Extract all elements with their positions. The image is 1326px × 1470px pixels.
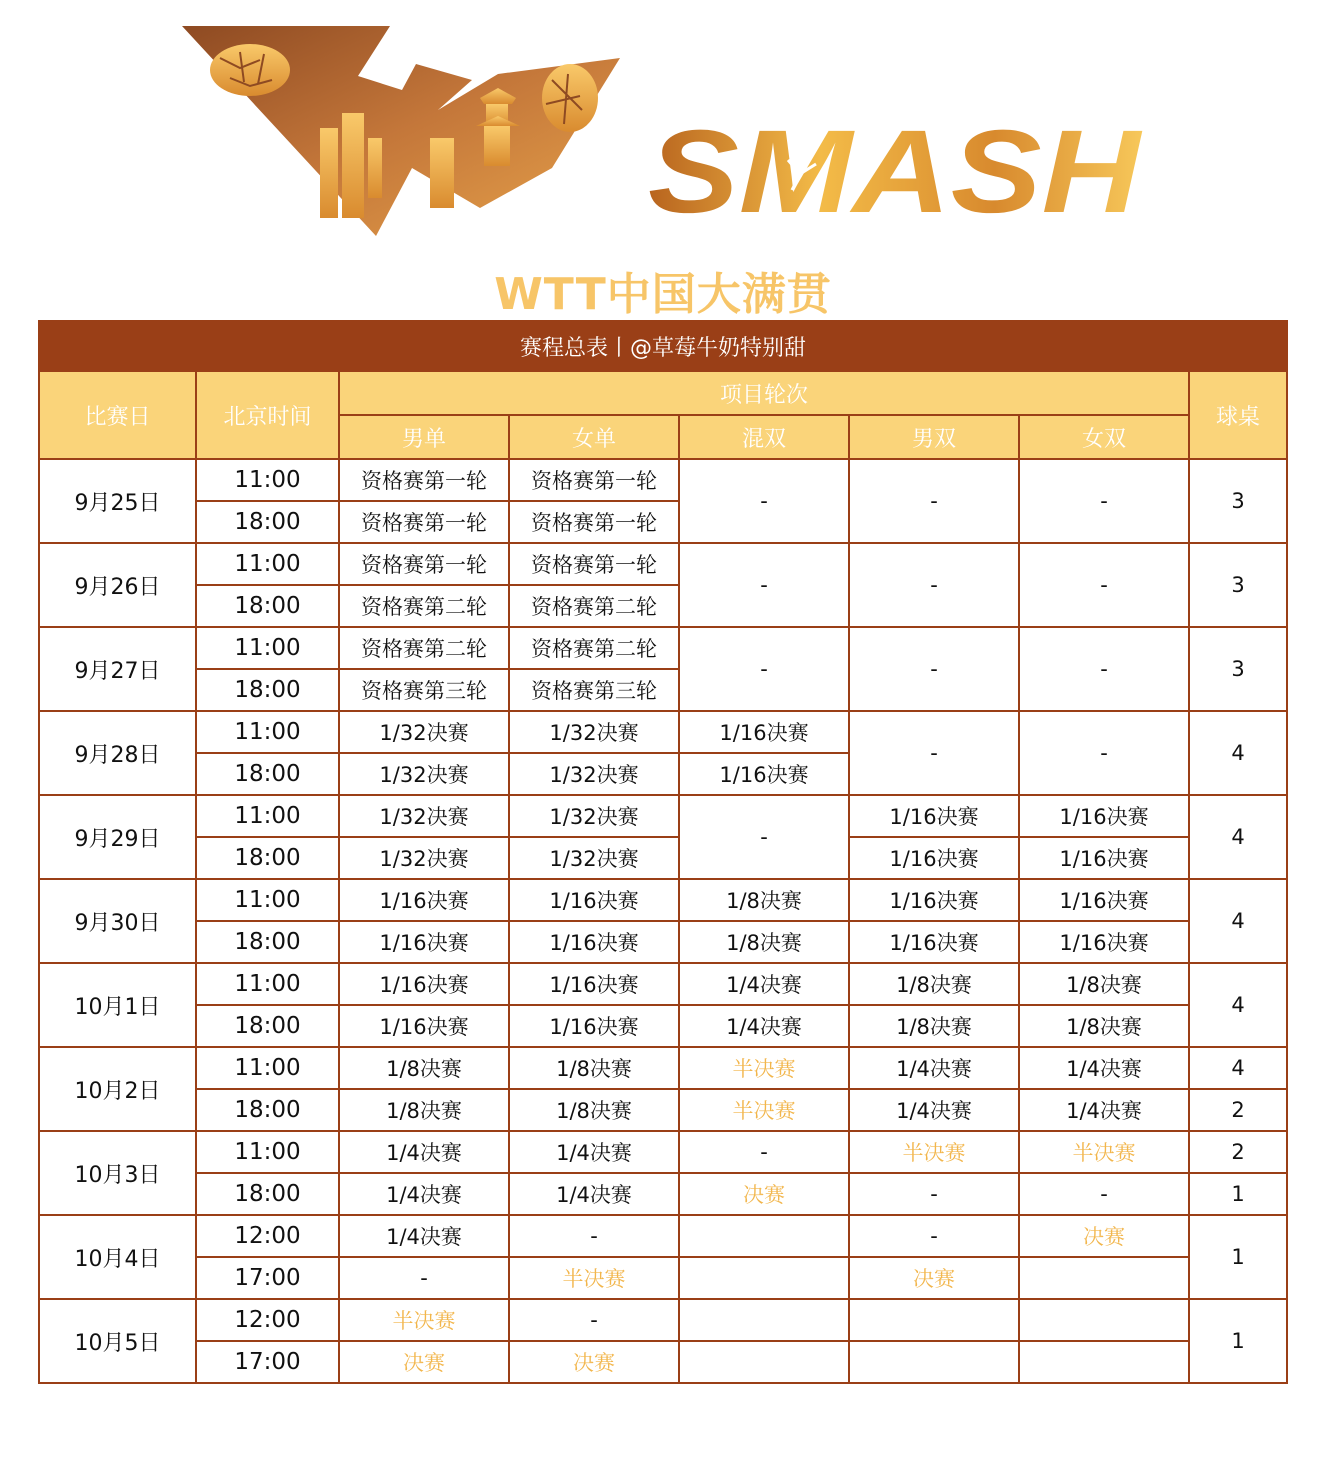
cell-mens-singles: 1/8决赛	[339, 1047, 509, 1089]
smash-text: SMASH	[648, 112, 1144, 222]
cell-mens-singles: 1/32决赛	[339, 753, 509, 795]
cell-mens-singles: 1/16决赛	[339, 1005, 509, 1047]
cell-mens-singles: 1/32决赛	[339, 711, 509, 753]
table-row	[39, 1173, 1287, 1215]
match-time: 18:00	[196, 1173, 339, 1215]
cell-mixed-doubles: 决赛	[679, 1173, 849, 1215]
cell-mens-doubles: 1/8决赛	[849, 963, 1019, 1005]
cell-mixed-doubles: 1/8决赛	[679, 921, 849, 963]
cell-womens-doubles: 1/16决赛	[1019, 879, 1189, 921]
match-date: 9月28日	[39, 711, 196, 795]
match-date: 9月26日	[39, 543, 196, 627]
table-row	[39, 1341, 1287, 1383]
table-row	[39, 1257, 1287, 1299]
cell-mixed-doubles: 半决赛	[679, 1047, 849, 1089]
cell-mens-doubles: 1/16决赛	[849, 879, 1019, 921]
schedule-table	[38, 320, 1288, 1384]
cell-womens-singles: 1/32决赛	[509, 795, 679, 837]
table-count: 3	[1189, 627, 1287, 711]
cell-womens-doubles: -	[1019, 711, 1189, 795]
table-row	[39, 1005, 1287, 1047]
match-date: 10月5日	[39, 1299, 196, 1383]
match-time: 11:00	[196, 963, 339, 1005]
match-date: 10月4日	[39, 1215, 196, 1299]
table-count: 4	[1189, 795, 1287, 879]
cell-mens-singles: 1/4决赛	[339, 1173, 509, 1215]
cell-womens-singles: -	[509, 1215, 679, 1257]
cell-womens-doubles: 1/4决赛	[1019, 1047, 1189, 1089]
cell-womens-doubles	[1019, 1341, 1189, 1383]
cell-mixed-doubles: 半决赛	[679, 1089, 849, 1131]
cell-womens-singles: -	[509, 1299, 679, 1341]
cell-mens-doubles: 1/16决赛	[849, 837, 1019, 879]
cell-mens-doubles: -	[849, 627, 1019, 711]
cell-womens-doubles	[1019, 1257, 1189, 1299]
cell-womens-doubles: -	[1019, 543, 1189, 627]
header-womens-singles: 女单	[509, 415, 679, 459]
cell-mixed-doubles: 1/4决赛	[679, 963, 849, 1005]
cell-mixed-doubles	[679, 1341, 849, 1383]
header-womens-doubles: 女双	[1019, 415, 1189, 459]
cell-womens-doubles: 1/8决赛	[1019, 963, 1189, 1005]
cell-womens-singles: 1/32决赛	[509, 837, 679, 879]
match-time: 18:00	[196, 921, 339, 963]
cell-mens-singles: -	[339, 1257, 509, 1299]
cell-mens-doubles: 1/4决赛	[849, 1089, 1019, 1131]
cell-womens-singles: 1/16决赛	[509, 879, 679, 921]
table-count: 4	[1189, 1047, 1287, 1089]
cell-womens-singles: 1/16决赛	[509, 1005, 679, 1047]
cell-womens-doubles: 1/16决赛	[1019, 921, 1189, 963]
table-count: 1	[1189, 1215, 1287, 1299]
cell-womens-singles: 1/8决赛	[509, 1047, 679, 1089]
cell-mens-singles: 1/16决赛	[339, 879, 509, 921]
cell-womens-doubles	[1019, 1299, 1189, 1341]
match-time: 18:00	[196, 837, 339, 879]
cell-mixed-doubles	[679, 1299, 849, 1341]
table-row	[39, 1089, 1287, 1131]
match-time: 18:00	[196, 585, 339, 627]
cell-mens-singles: 资格赛第二轮	[339, 585, 509, 627]
match-time: 18:00	[196, 669, 339, 711]
match-time: 17:00	[196, 1341, 339, 1383]
cell-mixed-doubles: -	[679, 1131, 849, 1173]
table-count: 4	[1189, 963, 1287, 1047]
header-mens-singles: 男单	[339, 415, 509, 459]
page-title: WTT中国大满贯	[494, 269, 832, 320]
table-count: 3	[1189, 459, 1287, 543]
cell-mens-doubles: 1/16决赛	[849, 795, 1019, 837]
cell-mens-doubles: -	[849, 1173, 1019, 1215]
match-date: 9月27日	[39, 627, 196, 711]
cell-mens-doubles: -	[849, 711, 1019, 795]
cell-mens-doubles: 1/8决赛	[849, 1005, 1019, 1047]
cell-womens-doubles: 决赛	[1019, 1215, 1189, 1257]
cell-mens-doubles: 1/16决赛	[849, 921, 1019, 963]
cell-womens-doubles: -	[1019, 459, 1189, 543]
cell-mens-singles: 1/4决赛	[339, 1131, 509, 1173]
header-tables: 球桌	[1189, 371, 1287, 459]
match-date: 9月29日	[39, 795, 196, 879]
cell-womens-singles: 1/32决赛	[509, 711, 679, 753]
cell-mixed-doubles: 1/16决赛	[679, 753, 849, 795]
cell-womens-singles: 资格赛第二轮	[509, 585, 679, 627]
match-time: 11:00	[196, 459, 339, 501]
header-time: 北京时间	[196, 371, 339, 459]
cell-mens-doubles: -	[849, 459, 1019, 543]
cell-womens-singles: 资格赛第二轮	[509, 627, 679, 669]
cell-mixed-doubles	[679, 1257, 849, 1299]
cell-womens-singles: 1/16决赛	[509, 963, 679, 1005]
cell-womens-singles: 1/4决赛	[509, 1173, 679, 1215]
header-events-group: 项目轮次	[339, 371, 1189, 415]
schedule-banner: 赛程总表丨@草莓牛奶特别甜	[39, 321, 1287, 371]
match-date: 10月3日	[39, 1131, 196, 1215]
match-time: 11:00	[196, 543, 339, 585]
table-row	[39, 879, 1287, 921]
cell-mixed-doubles	[679, 1215, 849, 1257]
match-time: 12:00	[196, 1215, 339, 1257]
cell-mens-doubles	[849, 1341, 1019, 1383]
cell-mixed-doubles: 1/8决赛	[679, 879, 849, 921]
cell-mens-singles: 资格赛第一轮	[339, 501, 509, 543]
cell-womens-singles: 1/8决赛	[509, 1089, 679, 1131]
match-date: 10月2日	[39, 1047, 196, 1131]
table-count: 4	[1189, 711, 1287, 795]
cell-mixed-doubles: -	[679, 627, 849, 711]
cell-womens-singles: 1/16决赛	[509, 921, 679, 963]
cell-mens-doubles: 半决赛	[849, 1131, 1019, 1173]
match-date: 9月30日	[39, 879, 196, 963]
table-row	[39, 627, 1287, 669]
cell-womens-doubles: 1/8决赛	[1019, 1005, 1189, 1047]
cell-mens-doubles: 1/4决赛	[849, 1047, 1019, 1089]
cell-mens-singles: 1/32决赛	[339, 795, 509, 837]
cell-mens-singles: 决赛	[339, 1341, 509, 1383]
table-row	[39, 963, 1287, 1005]
cell-mens-singles: 资格赛第二轮	[339, 627, 509, 669]
match-date: 10月1日	[39, 963, 196, 1047]
table-row	[39, 1047, 1287, 1089]
match-time: 17:00	[196, 1257, 339, 1299]
cell-womens-doubles: 1/16决赛	[1019, 837, 1189, 879]
cell-mens-singles: 资格赛第一轮	[339, 543, 509, 585]
cell-womens-singles: 资格赛第三轮	[509, 669, 679, 711]
cell-mens-singles: 1/8决赛	[339, 1089, 509, 1131]
cell-mixed-doubles: -	[679, 795, 849, 879]
table-row	[39, 1131, 1287, 1173]
table-row	[39, 459, 1287, 501]
cell-womens-singles: 1/4决赛	[509, 1131, 679, 1173]
cell-mixed-doubles: 1/16决赛	[679, 711, 849, 753]
match-time: 11:00	[196, 1131, 339, 1173]
match-time: 18:00	[196, 1089, 339, 1131]
cell-womens-singles: 决赛	[509, 1341, 679, 1383]
table-row	[39, 543, 1287, 585]
cell-womens-singles: 资格赛第一轮	[509, 501, 679, 543]
table-row	[39, 795, 1287, 837]
cell-mixed-doubles: -	[679, 459, 849, 543]
table-count: 1	[1189, 1299, 1287, 1383]
header-date: 比赛日	[39, 371, 196, 459]
table-row	[39, 1299, 1287, 1341]
cell-mens-singles: 1/16决赛	[339, 921, 509, 963]
cell-womens-singles: 资格赛第一轮	[509, 543, 679, 585]
match-time: 11:00	[196, 1047, 339, 1089]
table-row	[39, 1215, 1287, 1257]
match-time: 18:00	[196, 1005, 339, 1047]
table-row	[39, 921, 1287, 963]
cell-womens-singles: 资格赛第一轮	[509, 459, 679, 501]
match-time: 11:00	[196, 879, 339, 921]
cell-mixed-doubles: 1/4决赛	[679, 1005, 849, 1047]
cell-mens-doubles: -	[849, 543, 1019, 627]
cell-womens-doubles: 半决赛	[1019, 1131, 1189, 1173]
table-row	[39, 837, 1287, 879]
table-row	[39, 711, 1287, 753]
cell-womens-singles: 1/32决赛	[509, 753, 679, 795]
cell-womens-doubles: -	[1019, 627, 1189, 711]
match-date: 9月25日	[39, 459, 196, 543]
match-time: 11:00	[196, 627, 339, 669]
wtt-smash-logo	[0, 0, 1326, 250]
cell-mens-doubles: -	[849, 1215, 1019, 1257]
cell-mens-singles: 资格赛第三轮	[339, 669, 509, 711]
smash-wordmark	[648, 112, 1148, 222]
match-time: 11:00	[196, 711, 339, 753]
match-time: 18:00	[196, 753, 339, 795]
table-count: 1	[1189, 1173, 1287, 1215]
cell-womens-doubles: -	[1019, 1173, 1189, 1215]
cell-mens-doubles	[849, 1299, 1019, 1341]
cell-womens-doubles: 1/16决赛	[1019, 795, 1189, 837]
table-count: 2	[1189, 1131, 1287, 1173]
cell-mens-singles: 半决赛	[339, 1299, 509, 1341]
match-time: 12:00	[196, 1299, 339, 1341]
cell-womens-singles: 半决赛	[509, 1257, 679, 1299]
cell-mens-singles: 资格赛第一轮	[339, 459, 509, 501]
header-mens-doubles: 男双	[849, 415, 1019, 459]
cell-mens-doubles: 决赛	[849, 1257, 1019, 1299]
table-count: 3	[1189, 543, 1287, 627]
cell-womens-doubles: 1/4决赛	[1019, 1089, 1189, 1131]
wtt-emblem-icon	[180, 18, 640, 258]
cell-mixed-doubles: -	[679, 543, 849, 627]
header-mixed-doubles: 混双	[679, 415, 849, 459]
cell-mens-singles: 1/16决赛	[339, 963, 509, 1005]
match-time: 18:00	[196, 501, 339, 543]
cell-mens-singles: 1/4决赛	[339, 1215, 509, 1257]
match-time: 11:00	[196, 795, 339, 837]
cell-mens-singles: 1/32决赛	[339, 837, 509, 879]
table-count: 4	[1189, 879, 1287, 963]
table-count: 2	[1189, 1089, 1287, 1131]
